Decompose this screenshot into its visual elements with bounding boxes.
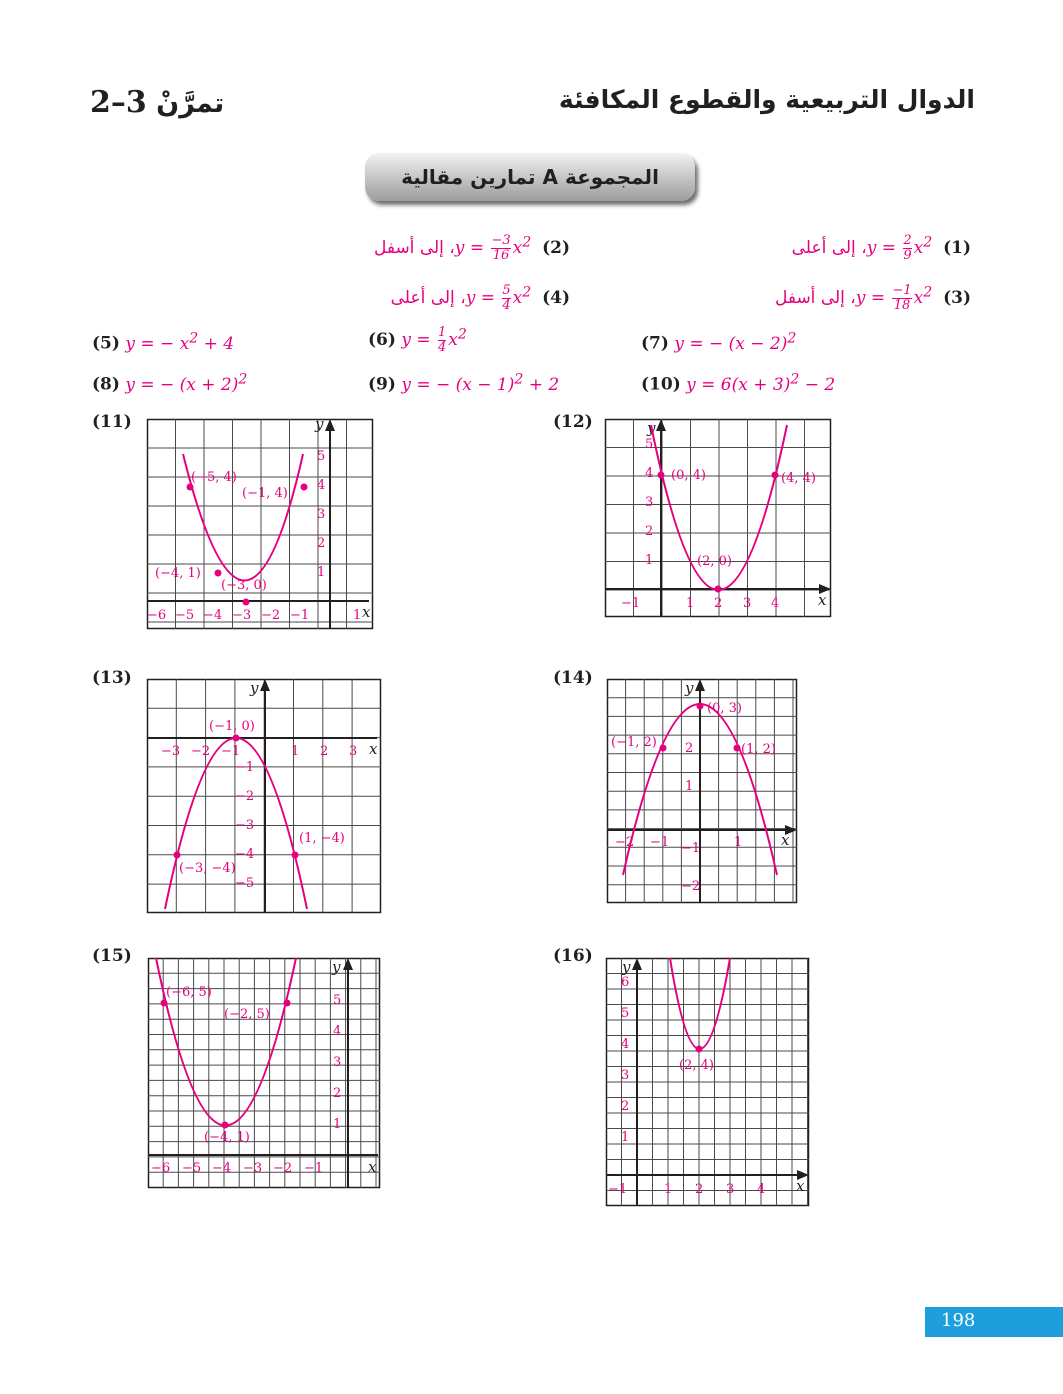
svg-text:1: 1 — [685, 779, 694, 794]
graph-15-label: (15) — [92, 946, 132, 966]
svg-text:−5: −5 — [182, 1161, 202, 1176]
graph-11-point-label: (−1, 4) — [242, 486, 288, 501]
group-label: المجموعة — [565, 165, 659, 189]
exercise-4-label: (4) — [542, 288, 570, 308]
exercise-4-formula: y = $\frac{5}{4}$ $x^2$ — [465, 283, 532, 313]
exercise-4-direction: إلى أعلى — [390, 288, 455, 308]
exercise-3: (3) y = $\frac{-1}{18}$ $x^2$ ، إلى أسفل — [774, 283, 971, 313]
graph-15-point-label: (−2, 5) — [224, 1007, 270, 1022]
graph-14-x-label: x — [781, 831, 790, 849]
exercise-8: (8) y = − $(x + 2)^2$ — [92, 371, 248, 395]
graph-16-point — [696, 1046, 703, 1053]
graph-15-point-label: (−4, 1) — [204, 1130, 250, 1145]
graph-11-point — [301, 484, 308, 491]
exercise-6-formula: y = $\frac{1}{4}$ $x^2$ — [401, 325, 467, 355]
page-number: 198 — [941, 1310, 976, 1331]
svg-text:4: 4 — [317, 478, 326, 493]
svg-text:5: 5 — [621, 1006, 630, 1021]
graph-14 — [607, 679, 797, 903]
graph-11-label: (11) — [92, 412, 132, 432]
graph-11-point — [215, 570, 222, 577]
exercise-3-direction: إلى أسفل — [774, 288, 845, 308]
exercise-heading — [90, 85, 224, 120]
svg-text:−5: −5 — [175, 608, 195, 623]
exercise-9-formula: y = − $(x - 1)^2 + 2$ — [401, 371, 560, 395]
graph-12-point-label: (4, 4) — [781, 471, 816, 486]
graph-13-point-label: (−1, 0) — [209, 719, 255, 734]
svg-text:2: 2 — [714, 596, 723, 611]
graph-14-point — [660, 745, 667, 752]
svg-text:6: 6 — [621, 975, 630, 990]
svg-text:4: 4 — [621, 1037, 630, 1052]
exercise-1-label: (1) — [943, 238, 971, 258]
svg-text:4: 4 — [645, 466, 654, 481]
graph-11-y-label: y — [315, 415, 324, 433]
svg-text:4: 4 — [333, 1024, 342, 1039]
exercise-3-label: (3) — [943, 288, 971, 308]
exercise-7-formula: y = − $(x - 2)^2$ — [674, 330, 797, 354]
svg-text:1: 1 — [645, 553, 654, 568]
exercise-2-formula: y = $\frac{-3}{16}$ $x^2$ — [454, 233, 532, 263]
graph-14-point-label: (0, 3) — [707, 701, 742, 716]
svg-text:−1: −1 — [304, 1161, 324, 1176]
svg-text:3: 3 — [645, 495, 654, 510]
graph-15-point-label: (−6, 5) — [166, 985, 212, 1000]
graph-11-frame — [148, 420, 373, 629]
graph-16-y-label: y — [622, 958, 631, 976]
svg-text:−2: −2 — [681, 879, 701, 894]
graph-14-point-label: (−1, 2) — [611, 735, 657, 750]
graph-14-y-arrow — [695, 679, 705, 691]
graph-14-point-label: (1, 2) — [741, 742, 776, 757]
svg-text:−6: −6 — [151, 1161, 171, 1176]
graph-15-point — [222, 1122, 229, 1129]
graph-16-y-arrow — [632, 958, 642, 970]
graph-15-point — [161, 1000, 168, 1007]
exercise-10: (10) $y = 6(x + 3)^2 - 2$ — [641, 371, 836, 395]
graph-12-point — [715, 586, 722, 593]
exercise-2-direction: إلى أسفل — [373, 238, 444, 258]
graph-15-x-label: x — [368, 1158, 377, 1176]
svg-text:2: 2 — [621, 1099, 630, 1114]
graph-11-x-label: x — [362, 603, 371, 621]
group-letter: A — [542, 165, 559, 189]
graph-13-label: (13) — [92, 668, 132, 688]
graph-11-point — [243, 599, 250, 606]
exercise-3-formula: y = $\frac{-1}{18}$ $x^2$ — [855, 283, 933, 313]
graph-12-point — [658, 472, 665, 479]
graph-13 — [147, 679, 381, 913]
svg-text:2: 2 — [695, 1182, 704, 1197]
svg-text:−3: −3 — [232, 608, 252, 623]
graph-13-point — [174, 852, 181, 859]
svg-text:−1: −1 — [621, 596, 641, 611]
graph-14-label: (14) — [553, 668, 593, 688]
graph-12-point-label: (2, 0) — [697, 554, 732, 569]
exercise-5-formula: y = − $x^2 + 4$ — [125, 330, 235, 354]
svg-text:−1: −1 — [681, 841, 701, 856]
svg-text:1: 1 — [734, 835, 743, 850]
svg-text:5: 5 — [333, 993, 342, 1008]
graph-13-point-label: (1, −4) — [299, 831, 345, 846]
svg-text:5: 5 — [645, 437, 654, 452]
graph-14-point — [734, 745, 741, 752]
exercise-1: (1) y = $\frac{2}{9}$ $x^2$ ، إلى أعلى — [791, 233, 971, 263]
exercise-word: تمرَّنْ — [156, 88, 225, 119]
svg-text:−1: −1 — [650, 835, 670, 850]
svg-text:−1: −1 — [235, 760, 255, 775]
graph-11-point-label: (−3, 0) — [221, 578, 267, 593]
svg-text:−6: −6 — [147, 608, 167, 623]
svg-text:2: 2 — [317, 536, 326, 551]
graph-14-point — [697, 703, 704, 710]
svg-text:2: 2 — [685, 741, 694, 756]
svg-text:3: 3 — [743, 596, 752, 611]
svg-text:−5: −5 — [235, 876, 255, 891]
graph-12-y-arrow — [656, 419, 666, 431]
svg-text:1: 1 — [317, 565, 326, 580]
exercise-1-formula: y = $\frac{2}{9}$ $x^2$ — [866, 233, 933, 263]
exercise-2-label: (2) — [542, 238, 570, 258]
exercise-6: (6) y = $\frac{1}{4}$ $x^2$ — [368, 325, 467, 355]
graph-16-label: (16) — [553, 946, 593, 966]
svg-text:−3: −3 — [235, 818, 255, 833]
graph-16-point-label: (2, 4) — [679, 1058, 714, 1073]
graph-13-x-label: x — [369, 740, 378, 758]
svg-text:2: 2 — [333, 1086, 342, 1101]
svg-text:3: 3 — [317, 507, 326, 522]
graph-16-x-label: x — [796, 1177, 805, 1195]
graph-14-ticks — [615, 741, 742, 894]
graph-11-point-label: (−4, 1) — [155, 566, 201, 581]
graph-11-point-label: (−5, 4) — [191, 470, 237, 485]
svg-text:1: 1 — [686, 596, 695, 611]
svg-text:3: 3 — [726, 1182, 735, 1197]
graph-14-grid — [607, 679, 797, 903]
group-title: تمارين مقالية — [401, 165, 536, 189]
graph-15-point — [284, 1000, 291, 1007]
graph-12-y-label: y — [647, 419, 656, 437]
svg-text:−2: −2 — [191, 744, 211, 759]
graph-15-y-label: y — [332, 958, 341, 976]
svg-text:−4: −4 — [235, 847, 255, 862]
graph-13-point-label: (−3, −4) — [179, 861, 236, 876]
graph-11-grid — [147, 419, 373, 629]
graph-13-point — [233, 735, 240, 742]
graph-13-y-label: y — [250, 679, 259, 697]
svg-text:3: 3 — [621, 1068, 630, 1083]
exercise-10-formula: $y = 6(x + 3)^2 - 2$ — [686, 371, 836, 395]
svg-text:−2: −2 — [615, 835, 635, 850]
graph-12-label: (12) — [553, 412, 593, 432]
graph-12-point-label: (0, 4) — [671, 468, 706, 483]
chapter-title: الدوال التربيعية والقطوع المكافئة — [558, 85, 975, 114]
exercise-number: 2–3 — [90, 85, 147, 120]
svg-text:−1: −1 — [608, 1182, 628, 1197]
svg-text:−3: −3 — [161, 744, 181, 759]
svg-text:−4: −4 — [203, 608, 223, 623]
graph-15-curve — [156, 958, 296, 1126]
graph-12 — [605, 419, 831, 617]
svg-text:−2: −2 — [261, 608, 281, 623]
exercise-9: (9) y = − $(x - 1)^2 + 2$ — [368, 371, 560, 395]
graph-15 — [148, 958, 380, 1188]
svg-text:−4: −4 — [212, 1161, 232, 1176]
svg-text:−2: −2 — [273, 1161, 293, 1176]
graph-15-y-arrow — [343, 958, 353, 970]
svg-text:1: 1 — [353, 608, 362, 623]
graph-12-point — [772, 472, 779, 479]
svg-text:1: 1 — [333, 1117, 342, 1132]
group-banner — [365, 153, 695, 201]
graph-14-y-label: y — [685, 679, 694, 697]
svg-text:1: 1 — [664, 1182, 673, 1197]
svg-text:2: 2 — [320, 744, 329, 759]
svg-text:5: 5 — [317, 449, 326, 464]
graph-16-ticks — [608, 975, 765, 1197]
graph-13-y-arrow — [260, 679, 270, 691]
graph-11 — [147, 415, 373, 629]
page-number-bar — [925, 1307, 1063, 1337]
exercise-5: (5) y = − $x^2 + 4$ — [92, 330, 235, 354]
exercise-1-direction: إلى أعلى — [791, 238, 856, 258]
svg-text:3: 3 — [333, 1055, 342, 1070]
svg-text:−2: −2 — [235, 789, 255, 804]
svg-text:1: 1 — [291, 744, 300, 759]
graph-16 — [606, 958, 809, 1206]
svg-text:−1: −1 — [221, 744, 241, 759]
svg-text:−1: −1 — [290, 608, 310, 623]
svg-text:−3: −3 — [243, 1161, 263, 1176]
svg-text:4: 4 — [757, 1182, 766, 1197]
graph-11-y-arrow — [325, 419, 335, 431]
svg-text:1: 1 — [621, 1130, 630, 1145]
exercise-4: (4) y = $\frac{5}{4}$ $x^2$ ، إلى أعلى — [390, 283, 570, 313]
svg-text:4: 4 — [771, 596, 780, 611]
exercise-7: (7) y = − $(x - 2)^2$ — [641, 330, 797, 354]
exercise-2: (2) y = $\frac{-3}{16}$ $x^2$ ، إلى أسفل — [373, 233, 570, 263]
graph-13-point — [292, 852, 299, 859]
svg-text:3: 3 — [349, 744, 358, 759]
svg-text:2: 2 — [645, 524, 654, 539]
graph-12-ticks — [621, 437, 779, 611]
graph-12-x-label: x — [818, 591, 827, 609]
exercise-8-formula: y = − $(x + 2)^2$ — [125, 371, 248, 395]
